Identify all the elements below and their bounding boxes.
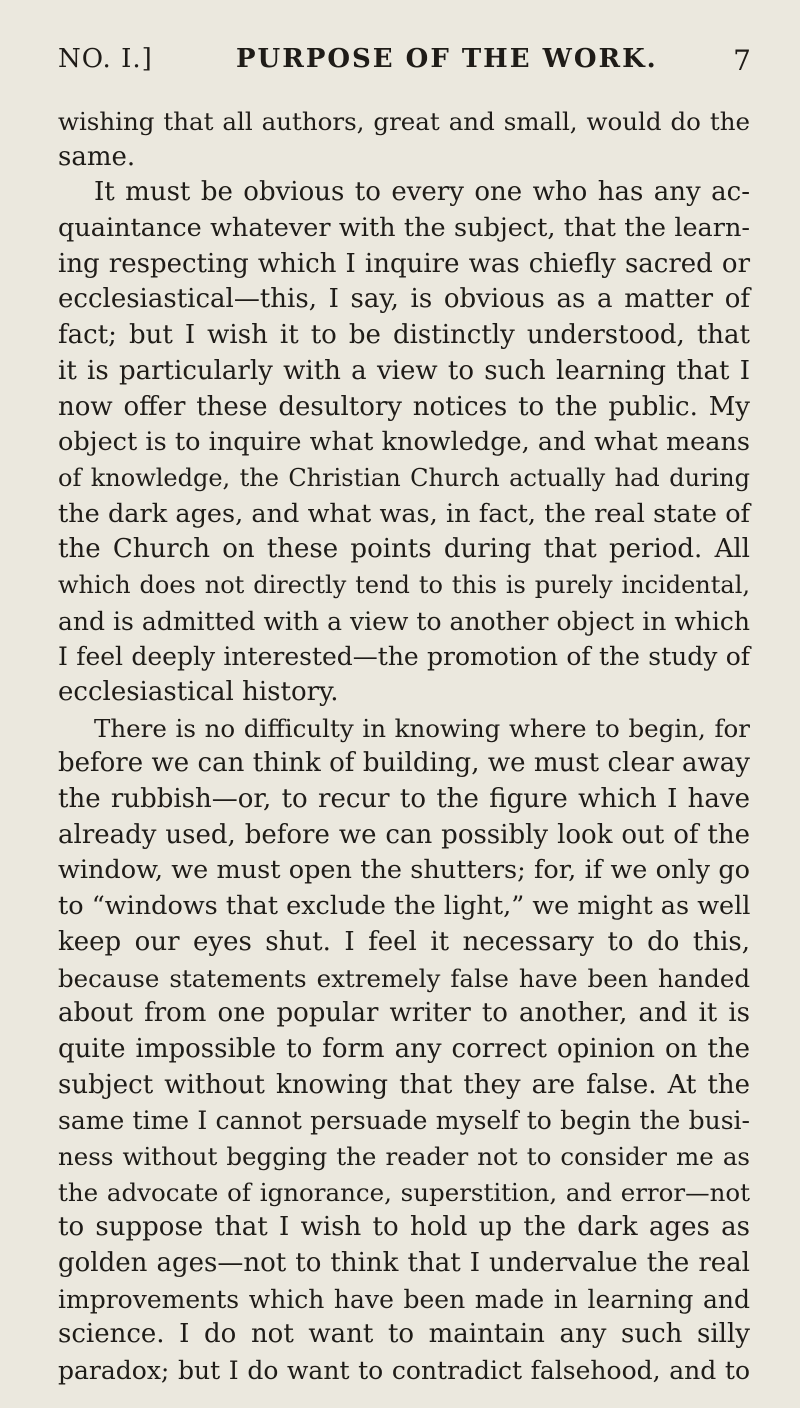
- running-header: [58, 40, 770, 80]
- text-line: ecclesiastical history.: [58, 677, 339, 707]
- page-number: 7: [733, 44, 752, 77]
- text-line: which does not directly tend to this is purely incidental,: [58, 570, 750, 599]
- text-line: it is particularly with a view to such learning that I: [58, 355, 750, 386]
- text-line: ness without begging the reader not to consider me as: [58, 1141, 750, 1171]
- text-line: improvements which have been made in learning and: [58, 1284, 750, 1314]
- text-line: science. I do not want to maintain any such silly: [58, 1319, 750, 1350]
- text-line: the dark ages, and what was, in fact, the real state of: [58, 498, 750, 529]
- text-line: same time I cannot persuade myself to begin the busi-: [58, 1106, 750, 1136]
- text-line: object is to inquire what knowledge, and what means: [58, 427, 750, 458]
- text-line: same.: [58, 141, 136, 172]
- text-line: It must be obvious to every one who has any ac-: [94, 177, 750, 208]
- text-line: the Church on these points during that period. All: [58, 534, 750, 565]
- text-line: window, we must open the shutters; for, if we only go: [58, 855, 750, 886]
- text-line: because statements extremely false have been handed: [58, 963, 750, 993]
- text-line: ecclesiastical—this, I say, is obvious as a matter of: [58, 284, 750, 315]
- body-text: [58, 104, 750, 1389]
- text-line: the rubbish—or, to recur to the figure which I have: [58, 784, 750, 815]
- text-line: keep our eyes shut. I feel it necessary to do this,: [58, 926, 750, 957]
- text-line: already used, before we can possibly look out of the: [58, 819, 750, 850]
- text-line: quaintance whatever with the subject, that the learn-: [58, 213, 750, 244]
- text-line: to suppose that I wish to hold up the dark ages as: [58, 1212, 750, 1243]
- text-line: golden ages—not to think that I undervalue the real: [58, 1248, 750, 1278]
- text-line: paradox; but I do want to contradict falsehood, and to: [58, 1356, 750, 1386]
- text-line: fact; but I wish it to be distinctly understood, that: [58, 320, 750, 351]
- text-line: the advocate of ignorance, superstition, and error—not: [58, 1177, 750, 1207]
- header-number: NO. I.]: [58, 44, 153, 74]
- text-line: and is admitted with a view to another object in which: [58, 606, 750, 636]
- text-line: quite impossible to form any correct opinion on the: [58, 1033, 750, 1064]
- header-title: PURPOSE OF THE WORK.: [236, 44, 658, 74]
- text-line: before we can think of building, we must clear away: [58, 748, 750, 779]
- text-line: I feel deeply interested—the promotion of the study of: [58, 642, 750, 672]
- text-line: to “windows that exclude the light,” we might as well: [58, 891, 751, 922]
- text-line: ing respecting which I inquire was chiefly sacred or: [58, 248, 750, 279]
- text-line: wishing that all authors, great and small, would do the: [58, 107, 750, 136]
- text-line: now offer these desultory notices to the public. My: [58, 391, 750, 422]
- text-line: of knowledge, the Christian Church actually had during: [58, 463, 750, 492]
- text-line: subject without knowing that they are false. At the: [58, 1069, 750, 1100]
- text-line: about from one popular writer to another, and it is: [58, 998, 750, 1029]
- text-line: There is no difficulty in knowing where to begin, for: [94, 713, 750, 743]
